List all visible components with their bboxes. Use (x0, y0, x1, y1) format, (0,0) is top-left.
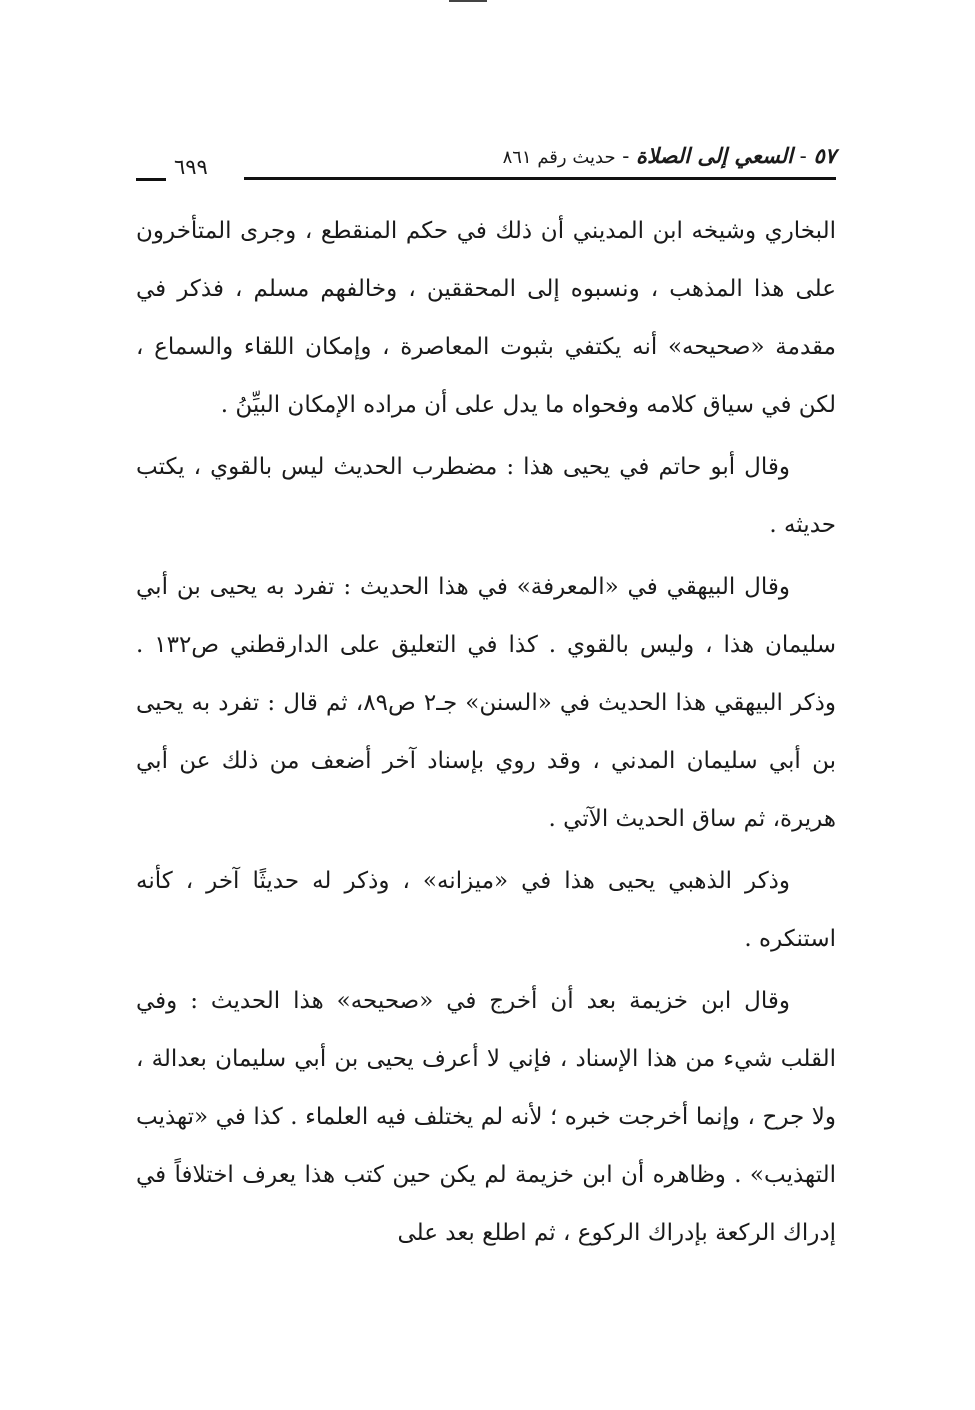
running-header (136, 140, 836, 180)
paragraph: وقال البيهقي في «المعرفة» في هذا الحديث : تفرد به يحيى بن أبي سليمان هذا ، وليس بالقوي . كذا في التعليق على الدارقطني ص١٣٢ . وذكر البيهقي هذا الحديث في «السنن» جـ٢ ص٨٩، ثم قال : تفرد به يحيى بن أبي سليمان المدني ، وقد روي بإسناد آخر أضعف من ذلك عن أبي هريرة، ثم ساق الحديث الآتي . (136, 574, 837, 832)
header-separator: - (792, 144, 814, 168)
paragraph: البخاري وشيخه ابن المديني أن ذلك في حكم المنقطع ، وجرى المتأخرون على هذا المذهب ، ونسبوه إلى المحققين ، وخالفهم مسلم ، فذكر في مقدمة «صحيحه» أنه يكتفي بثبوت المعاصرة ، وإمكان اللقاء والسماع ، لكن في سياق كلامه وفحواه ما يدل على أن مراده الإمكان البيِّنُ . (136, 218, 836, 418)
header-rule (244, 177, 836, 180)
header-title (503, 140, 836, 174)
paragraph: وقال أبو حاتم في يحيى هذا : مضطرب الحديث ليس بالقوي ، يكتب حديثه . (136, 454, 836, 538)
header-separator: - (615, 144, 637, 168)
header-rule-short (136, 178, 166, 181)
hadith-reference: حديث رقم ٨٦١ (502, 147, 616, 168)
paragraph: وذكر الذهبي يحيى هذا في «ميزانه» ، وذكر له حديثًا آخر ، كأنه استنكره . (136, 868, 836, 952)
chapter-number: ٥٧ (813, 143, 836, 168)
chapter-name: السعي إلى الصلاة (636, 143, 793, 168)
body-text (136, 202, 836, 1262)
top-crop-mark (449, 0, 487, 2)
paragraph: وقال ابن خزيمة بعد أن أخرج في «صحيحه» هذا الحديث : وفي القلب شيء من هذا الإسناد ، فإني لا أعرف يحيى بن أبي سليمان بعدالة ، ولا جرح ، وإنما أخرجت خبره ؛ لأنه لم يختلف فيه العلماء . كذا في «تهذيب التهذيب» . وظاهره أن ابن خزيمة لم يكن حين كتب هذا يعرف اختلافاً في إدراك الركعة بإدراك الركوع ، ثم اطلع بعد على (136, 988, 836, 1246)
page-number: ٦٩٩ (174, 155, 208, 179)
